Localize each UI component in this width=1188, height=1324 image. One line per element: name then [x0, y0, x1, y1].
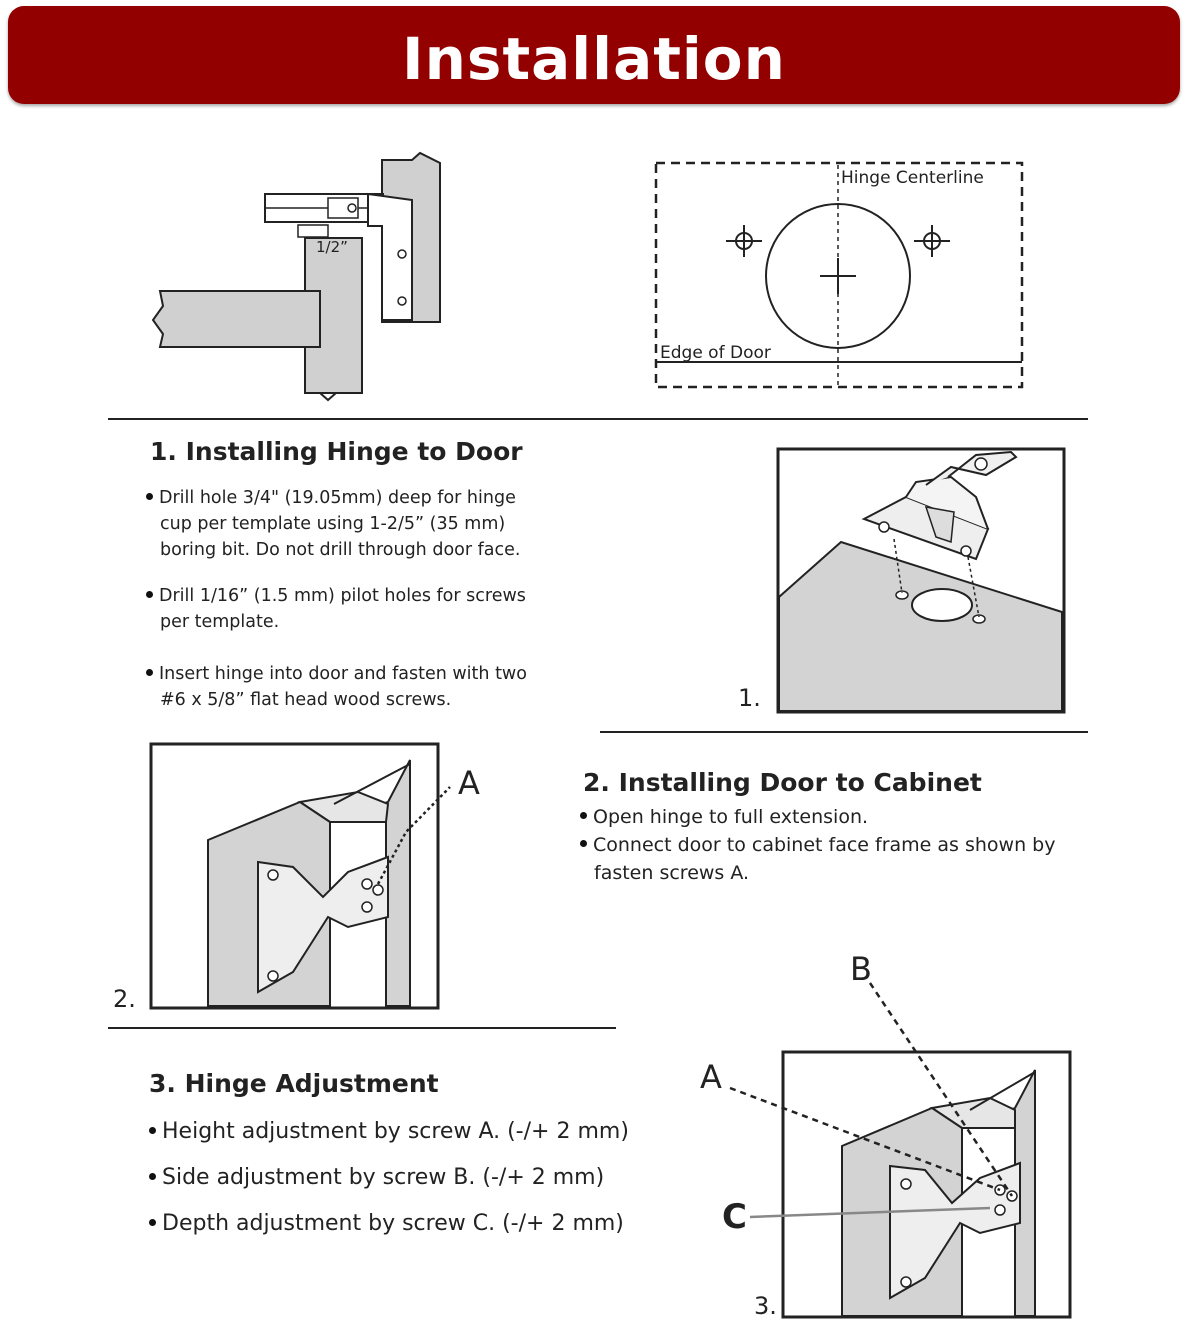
bullet-dot — [149, 1173, 156, 1180]
drilling-template-diagram — [648, 155, 1033, 400]
bullet-dot — [146, 493, 153, 500]
header-banner — [8, 6, 1180, 104]
figure1-label: 1. — [738, 684, 761, 712]
section-divider — [108, 418, 1088, 420]
step2-bullet: Open hinge to full extension. — [580, 803, 1080, 831]
step3-bullet: Depth adjustment by screw C. (-/+ 2 mm) — [149, 1210, 629, 1238]
step1-bullets — [146, 485, 566, 713]
step1-heading: 1. Installing Hinge to Door — [150, 437, 523, 466]
bullet-dot — [149, 1219, 156, 1226]
step3-bullets — [149, 1118, 629, 1238]
callout-c: C — [722, 1197, 747, 1237]
callout-a: A — [458, 764, 480, 802]
step3-bullet: Height adjustment by screw A. (-/+ 2 mm) — [149, 1118, 629, 1146]
bullet-dot — [580, 840, 587, 847]
callout-b: B — [850, 950, 872, 988]
hinge-centerline-label: Hinge Centerline — [841, 168, 984, 188]
step2-heading: 2. Installing Door to Cabinet — [583, 768, 982, 797]
step3-heading: 3. Hinge Adjustment — [149, 1069, 439, 1098]
bullet-dot — [580, 812, 587, 819]
bullet-dot — [149, 1127, 156, 1134]
edge-of-door-label: Edge of Door — [660, 343, 771, 363]
bullet-dot — [146, 669, 153, 676]
figure3-hinge-adjustment — [690, 948, 1082, 1320]
hinge-side-view-diagram — [150, 150, 450, 410]
step1-bullet: Drill hole 3/4" (19.05mm) deep for hinge cup per template using 1-2/5” (35 mm) boring bit. Do not drill through door face. — [146, 485, 566, 563]
offset-label: 1/2” — [316, 238, 348, 256]
step1-bullet: Insert hinge into door and fasten with two #6 x 5/8” flat head wood screws. — [146, 661, 566, 713]
callout-a: A — [700, 1058, 722, 1096]
step3-bullet: Side adjustment by screw B. (-/+ 2 mm) — [149, 1164, 629, 1192]
figure2-door-to-cabinet — [148, 742, 493, 1012]
bullet-dot — [146, 591, 153, 598]
step2-bullets — [580, 803, 1080, 887]
figure3-label: 3. — [754, 1292, 777, 1320]
figure2-label: 2. — [113, 985, 136, 1013]
page-title: Installation — [402, 25, 786, 93]
section-divider — [108, 1027, 616, 1029]
section-divider — [600, 731, 1088, 733]
step1-bullet: Drill 1/16” (1.5 mm) pilot holes for screws per template. — [146, 583, 566, 635]
step2-bullet: Connect door to cabinet face frame as shown by fasten screws A. — [580, 831, 1080, 887]
figure1-hinge-into-door — [776, 447, 1068, 717]
